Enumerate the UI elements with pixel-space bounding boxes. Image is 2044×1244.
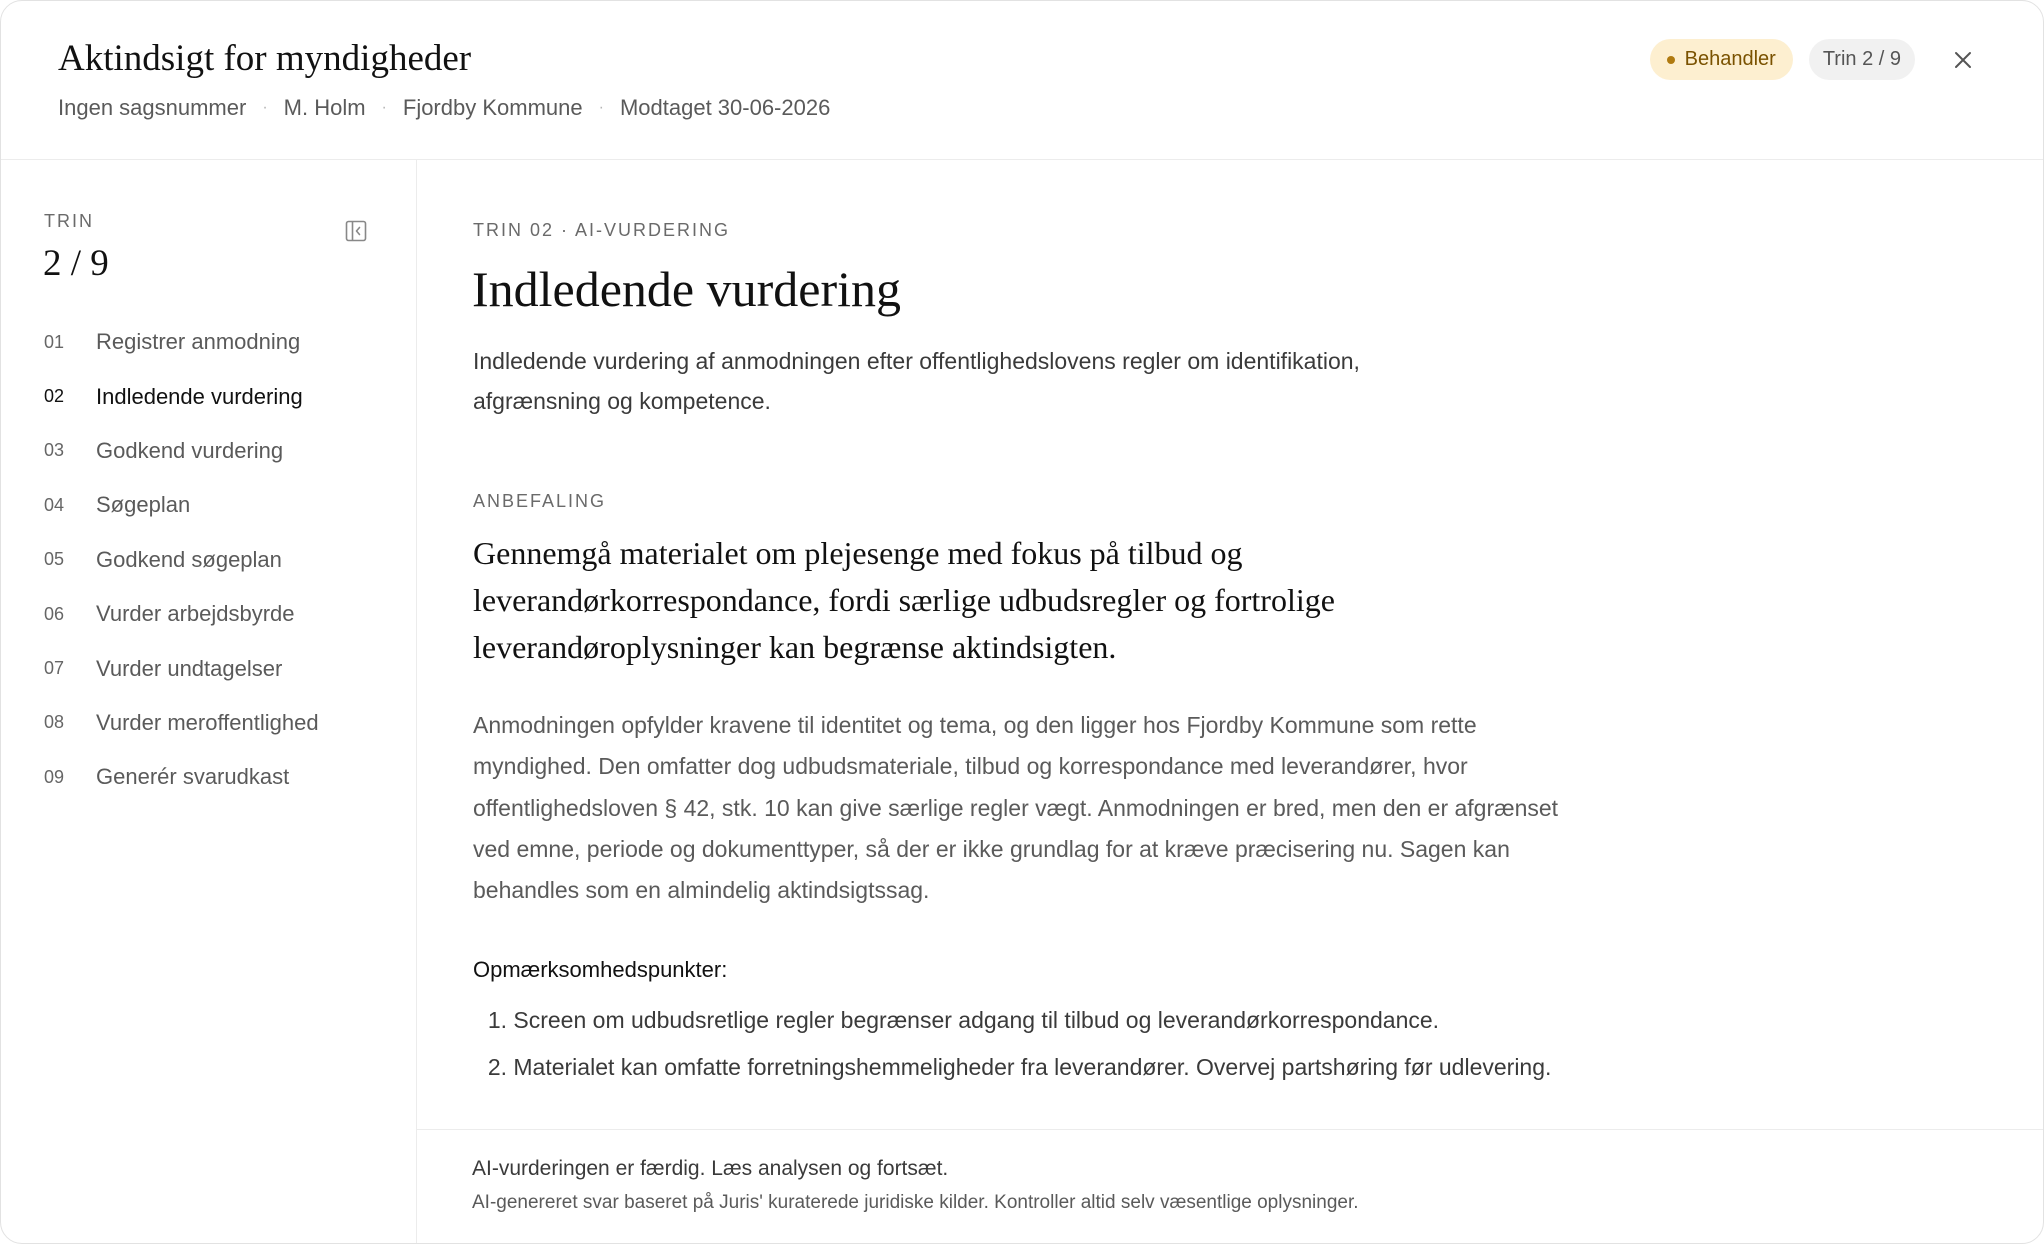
steps-sidebar: [1, 160, 417, 1243]
step-label: Registrer anmodning: [96, 329, 301, 355]
step-label: Vurder arbejdsbyrde: [96, 601, 295, 627]
sidebar-label: TRIN: [44, 211, 94, 231]
list-item-text: Screen om udbudsretlige regler begrænser adgang til tilbud og leverandørkorrespondance.: [513, 1007, 1440, 1033]
step-label: Godkend vurdering: [96, 437, 284, 463]
step-label: Indledende vurdering: [96, 383, 303, 409]
step-number: 03: [44, 440, 65, 461]
step-item-vurder-arbejdsbyrde[interactable]: [1, 587, 416, 641]
page-title: Indledende vurdering: [472, 261, 902, 317]
meta-separator: ·: [598, 99, 604, 116]
step-label: Vurder undtagelser: [96, 655, 283, 681]
dialog-footer: [417, 1129, 2043, 1243]
step-item-indledende-vurdering[interactable]: [1, 369, 416, 423]
step-item-godkend-vurdering[interactable]: [1, 424, 416, 478]
case-meta: [58, 95, 830, 121]
step-number: 02: [44, 386, 65, 407]
footer-status-text: AI-vurderingen er færdig. Læs analysen og fortsæt.: [472, 1157, 949, 1180]
step-eyebrow: TRIN 02 · AI-VURDERING: [473, 220, 731, 240]
list-item-text: Materialet kan omfatte forretningshemmeligheder fra leverandører. Overvej partshøring før udlevering.: [513, 1054, 1552, 1080]
meta-separator: ·: [262, 99, 268, 116]
status-badge: [1650, 39, 1793, 80]
step-item-vurder-meroffentlighed[interactable]: [1, 696, 416, 750]
step-number: 05: [44, 549, 65, 570]
recommendation-label: ANBEFALING: [473, 491, 607, 511]
step-badge: Trin 2 / 9: [1809, 39, 1915, 80]
status-badge-label: Behandler: [1684, 48, 1776, 70]
list-item: [473, 997, 1673, 1044]
intro-text: Indledende vurdering af anmodningen efter offentlighedslovens regler om identifikation, afgrænsning og kompetence.: [473, 348, 1360, 414]
case-handler: M. Holm: [283, 95, 366, 120]
step-number: 09: [44, 766, 65, 787]
step-label: Søgeplan: [96, 492, 191, 518]
main-content: [417, 160, 2043, 1243]
case-authority: Fjordby Kommune: [402, 95, 583, 120]
dialog-header: [1, 1, 2043, 160]
list-item-number: 1.: [487, 1007, 507, 1033]
close-icon: [1954, 51, 1972, 69]
dialog-title: Aktindsigt for myndigheder: [58, 38, 472, 79]
step-label: Generér svarudkast: [96, 764, 290, 790]
step-number: 04: [44, 494, 65, 515]
assessment-body: Anmodningen opfylder kravene til identitet og tema, og den ligger hos Fjordby Kommune som rette myndighed. Den omfatter dog udbudsmateriale, tilbud og korrespondance med leverandører, hvor offentlighedsloven § 42, stk. 10 kan give særlige regler vægt. Anmodningen er bred, men den er afgrænset ved emne, periode og dokumenttyper, så der er ikke grundlag for at kræve præcisering nu. Sagen kan behandles som en almindelig aktindsigtssag.: [473, 712, 1559, 904]
step-number: 07: [44, 658, 65, 679]
step-number: 08: [44, 712, 65, 733]
attention-points-list: [473, 997, 1673, 1091]
step-list: [1, 315, 416, 805]
step-item-registrer-anmodning[interactable]: [1, 315, 416, 369]
list-item: [473, 1044, 1673, 1091]
step-number: 01: [44, 331, 65, 352]
step-label: Godkend søgeplan: [96, 546, 282, 572]
step-item-soegeplan[interactable]: [1, 478, 416, 532]
step-item-generer-svarudkast[interactable]: [1, 750, 416, 804]
step-item-godkend-soegeplan[interactable]: [1, 533, 416, 587]
list-item-number: 2.: [487, 1054, 507, 1080]
sidebar-collapse-icon: [345, 220, 367, 242]
case-received-date: Modtaget 30-06-2026: [619, 95, 831, 120]
header-actions: [1650, 39, 1983, 80]
step-progress: 2 / 9: [43, 243, 109, 284]
close-button[interactable]: [1943, 40, 1983, 80]
recommendation-text: Gennemgå materialet om plejesenge med fokus på tilbud og leverandørkorrespondance, fordi særlige udbudsregler og fortrolige leverandøroplysninger kan begrænse aktindsigten.: [473, 535, 1335, 665]
case-number: Ingen sagsnummer: [58, 95, 247, 120]
meta-separator: ·: [381, 99, 387, 116]
attention-points-title: Opmærksomhedspunkter:: [473, 957, 728, 982]
step-item-vurder-undtagelser[interactable]: [1, 641, 416, 695]
sidebar-collapse-button[interactable]: [345, 220, 369, 244]
footer-disclaimer: AI-genereret svar baseret på Juris' kuraterede juridiske kilder. Kontroller altid selv væsentlige oplysninger.: [472, 1192, 1359, 1213]
status-dot-icon: [1667, 56, 1675, 64]
step-label: Vurder meroffentlighed: [96, 709, 319, 735]
step-number: 06: [44, 603, 65, 624]
